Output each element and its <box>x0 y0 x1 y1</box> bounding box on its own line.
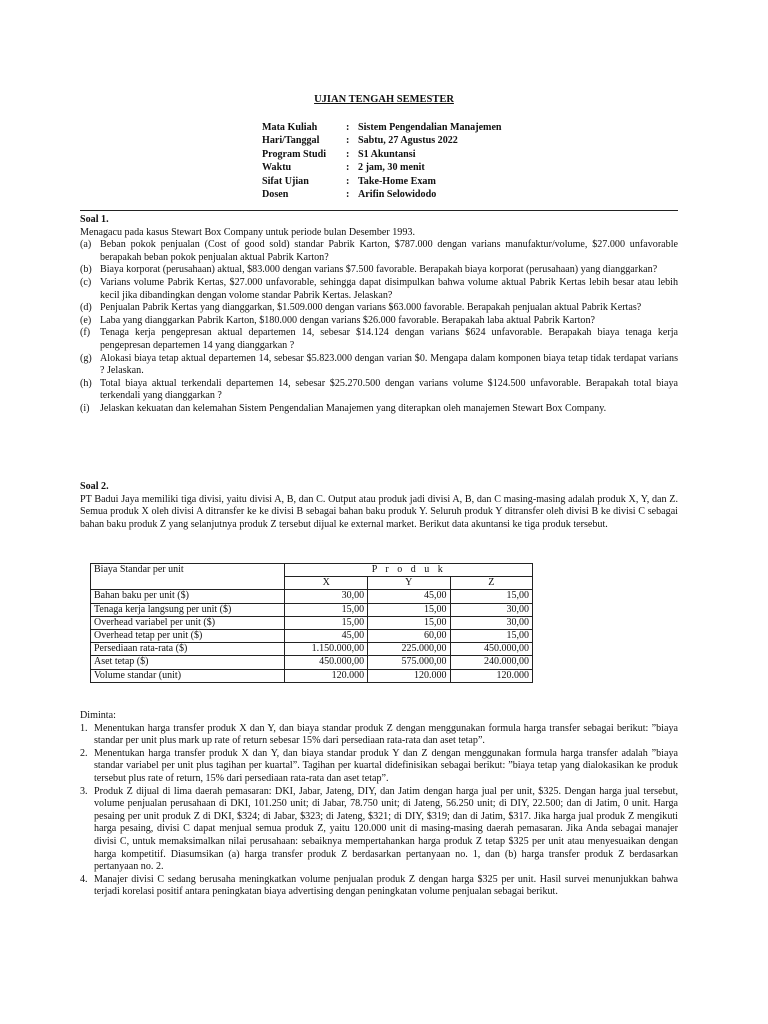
meta-row-time <box>262 162 502 175</box>
standard-cost-table <box>90 563 533 683</box>
item-marker: 2. <box>80 747 88 759</box>
meta-colon: : <box>346 162 350 174</box>
requirement-item <box>80 748 678 786</box>
item-text: Beban pokok penjualan (Cost of good sold) standar Pabrik Karton, $787.000 dengan varians manufaktur/volume, $27.000 unfavorable berapakah beban pokok penjualan aktual Pabrik Karton? <box>100 239 678 263</box>
sub-question <box>80 302 678 315</box>
sub-question <box>80 353 678 378</box>
item-marker: (f) <box>80 327 91 339</box>
exam-meta <box>262 122 502 202</box>
item-marker: (d) <box>80 302 92 314</box>
row-label: Persediaan rata-rata ($) <box>91 643 285 656</box>
item-marker: (a) <box>80 239 92 251</box>
cell-value: 120.000 <box>285 669 368 682</box>
row-label: Tenaga kerja langsung per unit ($) <box>91 603 285 616</box>
question-2 <box>80 481 678 531</box>
cell-value: 15,00 <box>368 603 450 616</box>
cell-value: 1.150.000,00 <box>285 643 368 656</box>
cell-value: 120.000 <box>368 669 450 682</box>
cell-value: 225.000,00 <box>368 643 450 656</box>
meta-value: Take-Home Exam <box>358 175 436 187</box>
row-label: Aset tetap ($) <box>91 656 285 669</box>
item-marker: (b) <box>80 264 92 276</box>
cell-value: 450.000,00 <box>285 656 368 669</box>
meta-value: Sistem Pengendalian Manajemen <box>358 122 502 133</box>
meta-value: S1 Akuntansi <box>358 148 416 160</box>
table-row <box>91 616 533 629</box>
cell-value: 240.000,00 <box>450 656 532 669</box>
item-text: Penjualan Pabrik Kertas yang dianggarkan, $1.509.000 dengan varians $63.000 favorable. Berapakah penjualan aktual Pabrik Kertas? <box>100 302 642 314</box>
sub-question <box>80 315 678 328</box>
item-text: Jelaskan kekuatan dan kelemahan Sistem Pengendalian Manajemen yang diterapkan oleh manajemen Stewart Box Company. <box>100 402 607 414</box>
item-text: Laba yang dianggarkan Pabrik Karton, $180.000 dengan varians $26.000 favorable. Berapakah laba aktual Pabrik Karton? <box>100 314 595 326</box>
meta-row-course <box>262 122 502 135</box>
row-label: Overhead variabel per unit ($) <box>91 616 285 629</box>
item-text: Produk Z dijual di lima daerah pemasaran: DKI, Jabar, Jateng, DIY, dan Jatim dengan harga jual per unit, $325. Dengan harga jual tersebut, volume penjualan perusahaan di DKI, 101.250 unit; di Jabar, 78.750 unit; di Jateng, 56.250 unit; di DIY, 22.500; dan di Jatim, 0 unit. Harga pesaing per unit produk Z di DKI, $324; di Jabar, $323; di Jateng, $321; di DIY, $319; dan di Jatim, $317. Jika harga jual produk Z mengikuti harga pesaing, divisi C dapat menjual semua produk Z, yaitu 120.000 unit di masing-masing daerah pemasaran. Jika Anda sebagai manajer divisi C, untuk memaksimalkan nilai perusahaan: sebaiknya mempertahankan harga produk Z tetap $325 per unit atau menyesuaikan dengan harga kompetitif. Diasumsikan (a) harga transfer produk Z berdasarkan pertanyaan no. 1, dan (b) harga transfer produk Z berdasarkan pertanyaan no. 2. <box>94 785 678 873</box>
cell-value: 45,00 <box>368 590 450 603</box>
cell-value: 575.000,00 <box>368 656 450 669</box>
meta-label: Program Studi <box>262 148 327 160</box>
item-text: Biaya korporat (perusahaan) aktual, $83.000 dengan varians $7.500 favorable. Berapakah biaya korporat (perusahaan) yang dianggarkan? <box>100 264 658 276</box>
item-marker: (e) <box>80 314 92 326</box>
cell-value: 15,00 <box>285 616 368 629</box>
requirements-heading: Diminta: <box>80 710 116 721</box>
meta-label: Hari/Tanggal <box>262 135 320 147</box>
meta-value: 2 jam, 30 menit <box>358 162 425 174</box>
item-text: Total biaya aktual terkendali departemen 14, sebesar $25.270.500 dengan varians volume $124.500 unfavorable. Berapakah total biaya terkendali yang dianggarkan ? <box>100 377 678 402</box>
cell-value: 45,00 <box>285 630 368 643</box>
sub-question <box>80 378 678 403</box>
item-text: Menentukan harga transfer produk X dan Y, dan biaya standar produk Y dan Z dengan menggunakan formula harga transfer adalah ”biaya standar variabel per unit plus tagihan per kuartal”. Tagihan per kuartal didefinisikan sebagai berikut: ”biaya tetap yang dialokasikan ke produk tersebut plus rate of return, 15% dari persediaan rata-rata dan aset tetap”. <box>94 747 678 784</box>
item-marker: (h) <box>80 377 92 389</box>
sub-question <box>80 277 678 302</box>
requirement-item <box>80 874 678 899</box>
column-header: Y <box>368 577 450 590</box>
item-text: Varians volume Pabrik Kertas, $27.000 unfavorable, sehingga dapat disimpulkan bahwa volume aktual Pabrik Kertas lebih besar atau lebih kecil jika dibandingkan dengan volome standar Pabrik Kertas. Jelaskan? <box>100 276 678 301</box>
meta-colon: : <box>346 188 350 200</box>
question-intro: PT Badui Jaya memiliki tiga divisi, yaitu divisi A, B, dan C. Output atau produk jadi divisi A, B, dan C masing-masing adalah produk X, Y, dan Z. Semua produk X oleh divisi A ditransfer ke ke divisi B sebagai bahan baku produk Y. Seluruh produk Y ditransfer oleh divisi B ke divisi C sebagai bahan baku produk Z yang selanjutnya produk Z tersebut dijual ke external market. Berikut data akuntansi ke tiga produk tersebut. <box>80 493 678 530</box>
cell-value: 30,00 <box>285 590 368 603</box>
question-heading: Soal 2. <box>80 481 109 492</box>
item-marker: 4. <box>80 873 88 885</box>
cell-value: 120.000 <box>450 669 532 682</box>
meta-row-program <box>262 149 502 162</box>
meta-label: Waktu <box>262 162 292 174</box>
requirement-item <box>80 786 678 874</box>
meta-row-lecturer <box>262 189 502 202</box>
cell-value: 30,00 <box>450 616 532 629</box>
row-label: Overhead tetap per unit ($) <box>91 630 285 643</box>
meta-colon: : <box>346 175 350 187</box>
column-header: Z <box>450 577 532 590</box>
item-text: Tenaga kerja pengepresan aktual departemen 14, sebesar $14.124 dengan varians $624 unfavorable. Berapakah biaya tenaga kerja pengepresan departemen 14 yang dianggarkan ? <box>100 327 678 351</box>
table-row <box>91 590 533 603</box>
row-label: Bahan baku per unit ($) <box>91 590 285 603</box>
item-marker: (g) <box>80 352 92 364</box>
meta-label: Sifat Ujian <box>262 175 309 187</box>
meta-value: Sabtu, 27 Agustus 2022 <box>358 135 458 147</box>
sub-question <box>80 403 678 416</box>
meta-row-date <box>262 135 502 148</box>
meta-row-exam-type <box>262 176 502 189</box>
exam-title: UJIAN TENGAH SEMESTER <box>314 94 454 105</box>
table-row <box>91 603 533 616</box>
meta-colon: : <box>346 148 350 160</box>
question-intro: Menagacu pada kasus Stewart Box Company untuk periode bulan Desember 1993. <box>80 226 415 238</box>
cell-value: 30,00 <box>450 603 532 616</box>
item-marker: 1. <box>80 722 88 734</box>
header-divider <box>80 210 678 211</box>
meta-label: Dosen <box>262 188 289 200</box>
table-row <box>91 630 533 643</box>
item-marker: (i) <box>80 402 90 414</box>
cell-value: 15,00 <box>285 603 368 616</box>
table-row <box>91 656 533 669</box>
cell-value: 60,00 <box>368 630 450 643</box>
table-header-group: P r o d u k <box>285 564 533 577</box>
meta-label: Mata Kuliah <box>262 122 318 133</box>
sub-question <box>80 327 678 352</box>
cell-value: 15,00 <box>450 590 532 603</box>
cell-value: 15,00 <box>368 616 450 629</box>
table-row <box>91 643 533 656</box>
table-header-left: Biaya Standar per unit <box>91 564 285 590</box>
question-heading: Soal 1. <box>80 214 109 225</box>
sub-question <box>80 239 678 264</box>
cell-value: 450.000,00 <box>450 643 532 656</box>
sub-question <box>80 264 678 277</box>
meta-colon: : <box>346 135 350 147</box>
column-header: X <box>285 577 368 590</box>
item-marker: 3. <box>80 785 88 797</box>
question-1 <box>80 214 678 416</box>
item-marker: (c) <box>80 276 92 288</box>
item-text: Menentukan harga transfer produk X dan Y, dan biaya standar produk Z dengan menggunakan formula harga transfer sebagai berikut: ”biaya standar per unit plus mark up rate of return sebesar 15% dari persediaan rata-rata dan aset tetap”. <box>94 722 678 747</box>
requirements <box>80 710 678 899</box>
item-text: Alokasi biaya tetap aktual departemen 14, sebesar $5.823.000 dengan varian $0. Mengapa dalam komponen biaya tetap tidak terdapat varians ? Jelaskan. <box>100 352 678 377</box>
cell-value: 15,00 <box>450 630 532 643</box>
row-label: Volume standar (unit) <box>91 669 285 682</box>
meta-colon: : <box>346 122 350 133</box>
table-header-row <box>91 564 533 577</box>
requirement-item <box>80 723 678 748</box>
meta-value: Arifin Selowidodo <box>358 188 437 200</box>
table-row <box>91 669 533 682</box>
item-text: Manajer divisi C sedang berusaha meningkatkan volume penjualan produk Z dengan harga $325 per unit. Hasil survei menunjukkan bahwa terjadi korelasi positif antara peningkatan biaya advertising dengan peningkatan volume penjualan sebagai berikut. <box>94 873 678 898</box>
